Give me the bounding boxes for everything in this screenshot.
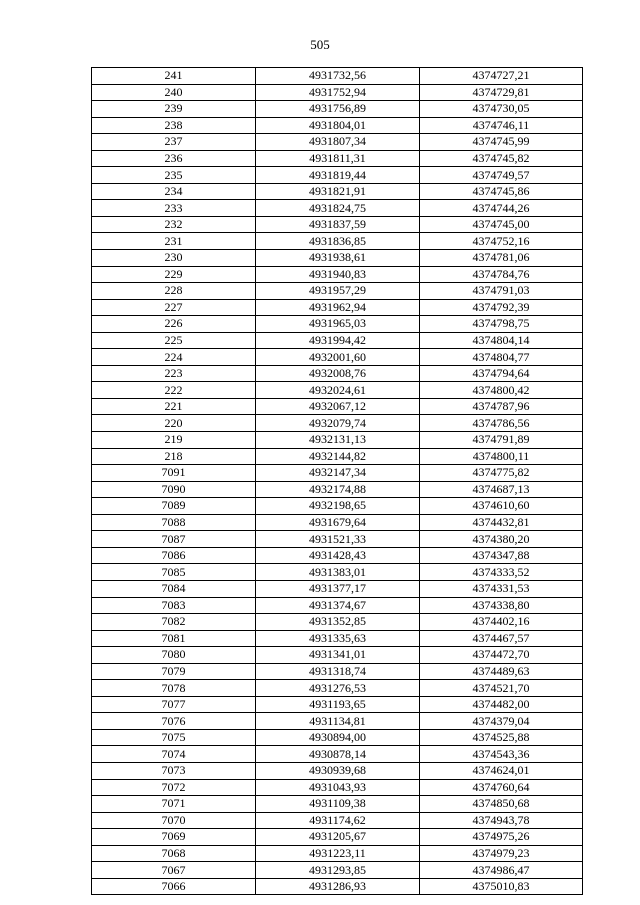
x-coordinate-cell: 4931521,33 <box>256 531 420 548</box>
y-coordinate-cell: 4374333,52 <box>420 564 583 581</box>
y-coordinate-cell: 4374794,64 <box>420 365 583 382</box>
y-coordinate-cell: 4374380,20 <box>420 531 583 548</box>
table-row <box>92 150 583 167</box>
point-number-cell: 222 <box>92 382 256 399</box>
point-number-cell: 7089 <box>92 498 256 515</box>
point-number-cell: 7073 <box>92 762 256 779</box>
y-coordinate-cell: 4374792,39 <box>420 299 583 316</box>
page-number: 505 <box>310 37 330 52</box>
y-coordinate-cell: 4374798,75 <box>420 316 583 333</box>
table-row <box>92 796 583 813</box>
y-coordinate-cell: 4374745,82 <box>420 150 583 167</box>
y-coordinate-cell: 4374791,03 <box>420 283 583 300</box>
x-coordinate-cell: 4931938,61 <box>256 250 420 267</box>
x-coordinate-cell: 4931335,63 <box>256 630 420 647</box>
x-coordinate-cell: 4931134,81 <box>256 713 420 730</box>
table-row <box>92 498 583 515</box>
y-coordinate-cell: 4374791,89 <box>420 432 583 449</box>
y-coordinate-cell: 4374745,86 <box>420 183 583 200</box>
table-row <box>92 266 583 283</box>
point-number-cell: 7070 <box>92 812 256 829</box>
y-coordinate-cell: 4374543,36 <box>420 746 583 763</box>
point-number-cell: 236 <box>92 150 256 167</box>
point-number-cell: 220 <box>92 415 256 432</box>
y-coordinate-cell: 4374979,23 <box>420 845 583 862</box>
x-coordinate-cell: 4932008,76 <box>256 365 420 382</box>
x-coordinate-cell: 4931377,17 <box>256 580 420 597</box>
y-coordinate-cell: 4374331,53 <box>420 580 583 597</box>
y-coordinate-cell: 4374752,16 <box>420 233 583 250</box>
x-coordinate-cell: 4932131,13 <box>256 432 420 449</box>
table-row <box>92 531 583 548</box>
point-number-cell: 7077 <box>92 696 256 713</box>
x-coordinate-cell: 4930894,00 <box>256 729 420 746</box>
point-number-cell: 7071 <box>92 796 256 813</box>
table-row <box>92 663 583 680</box>
table-row <box>92 117 583 134</box>
point-number-cell: 235 <box>92 167 256 184</box>
point-number-cell: 229 <box>92 266 256 283</box>
table-row <box>92 183 583 200</box>
y-coordinate-cell: 4374749,57 <box>420 167 583 184</box>
x-coordinate-cell: 4931428,43 <box>256 547 420 564</box>
point-number-cell: 7086 <box>92 547 256 564</box>
x-coordinate-cell: 4931965,03 <box>256 316 420 333</box>
point-number-cell: 219 <box>92 432 256 449</box>
point-number-cell: 7091 <box>92 465 256 482</box>
table-row <box>92 862 583 879</box>
table-row <box>92 365 583 382</box>
x-coordinate-cell: 4931821,91 <box>256 183 420 200</box>
point-number-cell: 7088 <box>92 514 256 531</box>
x-coordinate-cell: 4931109,38 <box>256 796 420 813</box>
table-row <box>92 713 583 730</box>
point-number-cell: 7080 <box>92 647 256 664</box>
point-number-cell: 7072 <box>92 779 256 796</box>
x-coordinate-cell: 4931293,85 <box>256 862 420 879</box>
y-coordinate-cell: 4374975,26 <box>420 829 583 846</box>
table-row <box>92 233 583 250</box>
y-coordinate-cell: 4374787,96 <box>420 398 583 415</box>
table-row <box>92 299 583 316</box>
table-row <box>92 647 583 664</box>
table-row <box>92 680 583 697</box>
table-row <box>92 432 583 449</box>
y-coordinate-cell: 4374784,76 <box>420 266 583 283</box>
x-coordinate-cell: 4931383,01 <box>256 564 420 581</box>
y-coordinate-cell: 4374804,14 <box>420 332 583 349</box>
x-coordinate-cell: 4931940,83 <box>256 266 420 283</box>
x-coordinate-cell: 4931374,67 <box>256 597 420 614</box>
table-row <box>92 415 583 432</box>
table-row <box>92 829 583 846</box>
x-coordinate-cell: 4931276,53 <box>256 680 420 697</box>
y-coordinate-cell: 4374986,47 <box>420 862 583 879</box>
table-row <box>92 167 583 184</box>
y-coordinate-cell: 4374781,06 <box>420 250 583 267</box>
y-coordinate-cell: 4375010,83 <box>420 878 583 895</box>
x-coordinate-cell: 4932079,74 <box>256 415 420 432</box>
table-row <box>92 448 583 465</box>
point-number-cell: 232 <box>92 216 256 233</box>
y-coordinate-cell: 4374402,16 <box>420 614 583 631</box>
x-coordinate-cell: 4931819,44 <box>256 167 420 184</box>
point-number-cell: 7067 <box>92 862 256 879</box>
point-number-cell: 7084 <box>92 580 256 597</box>
x-coordinate-cell: 4931752,94 <box>256 84 420 101</box>
table-row <box>92 746 583 763</box>
point-number-cell: 223 <box>92 365 256 382</box>
point-number-cell: 230 <box>92 250 256 267</box>
point-number-cell: 7082 <box>92 614 256 631</box>
x-coordinate-cell: 4931732,56 <box>256 68 420 85</box>
table-row <box>92 398 583 415</box>
y-coordinate-cell: 4374727,21 <box>420 68 583 85</box>
x-coordinate-cell: 4931318,74 <box>256 663 420 680</box>
point-number-cell: 238 <box>92 117 256 134</box>
x-coordinate-cell: 4931811,31 <box>256 150 420 167</box>
point-number-cell: 7076 <box>92 713 256 730</box>
table-row <box>92 845 583 862</box>
x-coordinate-cell: 4930878,14 <box>256 746 420 763</box>
table-row <box>92 614 583 631</box>
point-number-cell: 7078 <box>92 680 256 697</box>
y-coordinate-cell: 4374729,81 <box>420 84 583 101</box>
y-coordinate-cell: 4374800,42 <box>420 382 583 399</box>
point-number-cell: 218 <box>92 448 256 465</box>
table-row <box>92 134 583 151</box>
y-coordinate-cell: 4374379,04 <box>420 713 583 730</box>
y-coordinate-cell: 4374943,78 <box>420 812 583 829</box>
point-number-cell: 7074 <box>92 746 256 763</box>
y-coordinate-cell: 4374347,88 <box>420 547 583 564</box>
point-number-cell: 224 <box>92 349 256 366</box>
point-number-cell: 240 <box>92 84 256 101</box>
table-row <box>92 779 583 796</box>
x-coordinate-cell: 4931223,11 <box>256 845 420 862</box>
point-number-cell: 7081 <box>92 630 256 647</box>
table-row <box>92 514 583 531</box>
y-coordinate-cell: 4374472,70 <box>420 647 583 664</box>
y-coordinate-cell: 4374521,70 <box>420 680 583 697</box>
y-coordinate-cell: 4374800,11 <box>420 448 583 465</box>
table-row <box>92 349 583 366</box>
x-coordinate-cell: 4932067,12 <box>256 398 420 415</box>
x-coordinate-cell: 4931804,01 <box>256 117 420 134</box>
point-number-cell: 231 <box>92 233 256 250</box>
x-coordinate-cell: 4931043,93 <box>256 779 420 796</box>
x-coordinate-cell: 4931962,94 <box>256 299 420 316</box>
table-row <box>92 283 583 300</box>
y-coordinate-cell: 4374745,00 <box>420 216 583 233</box>
coordinates-table-body <box>92 68 583 895</box>
point-number-cell: 221 <box>92 398 256 415</box>
table-row <box>92 316 583 333</box>
x-coordinate-cell: 4931807,34 <box>256 134 420 151</box>
point-number-cell: 239 <box>92 101 256 118</box>
table-row <box>92 216 583 233</box>
x-coordinate-cell: 4932198,65 <box>256 498 420 515</box>
x-coordinate-cell: 4931756,89 <box>256 101 420 118</box>
x-coordinate-cell: 4931679,64 <box>256 514 420 531</box>
table-row <box>92 564 583 581</box>
point-number-cell: 7066 <box>92 878 256 895</box>
point-number-cell: 234 <box>92 183 256 200</box>
y-coordinate-cell: 4374467,57 <box>420 630 583 647</box>
x-coordinate-cell: 4930939,68 <box>256 762 420 779</box>
x-coordinate-cell: 4931957,29 <box>256 283 420 300</box>
y-coordinate-cell: 4374775,82 <box>420 465 583 482</box>
table-row <box>92 878 583 895</box>
table-row <box>92 200 583 217</box>
point-number-cell: 7083 <box>92 597 256 614</box>
y-coordinate-cell: 4374730,05 <box>420 101 583 118</box>
x-coordinate-cell: 4931205,67 <box>256 829 420 846</box>
y-coordinate-cell: 4374746,11 <box>420 117 583 134</box>
point-number-cell: 7069 <box>92 829 256 846</box>
table-row <box>92 630 583 647</box>
table-row <box>92 250 583 267</box>
y-coordinate-cell: 4374624,01 <box>420 762 583 779</box>
x-coordinate-cell: 4931352,85 <box>256 614 420 631</box>
x-coordinate-cell: 4932024,61 <box>256 382 420 399</box>
table-row <box>92 696 583 713</box>
x-coordinate-cell: 4932144,82 <box>256 448 420 465</box>
coordinates-table <box>91 67 583 895</box>
table-row <box>92 84 583 101</box>
y-coordinate-cell: 4374432,81 <box>420 514 583 531</box>
point-number-cell: 7085 <box>92 564 256 581</box>
table-row <box>92 101 583 118</box>
table-row <box>92 729 583 746</box>
y-coordinate-cell: 4374786,56 <box>420 415 583 432</box>
point-number-cell: 226 <box>92 316 256 333</box>
y-coordinate-cell: 4374489,63 <box>420 663 583 680</box>
y-coordinate-cell: 4374745,99 <box>420 134 583 151</box>
y-coordinate-cell: 4374525,88 <box>420 729 583 746</box>
x-coordinate-cell: 4931837,59 <box>256 216 420 233</box>
x-coordinate-cell: 4931341,01 <box>256 647 420 664</box>
point-number-cell: 233 <box>92 200 256 217</box>
table-row <box>92 481 583 498</box>
x-coordinate-cell: 4931836,85 <box>256 233 420 250</box>
point-number-cell: 7087 <box>92 531 256 548</box>
point-number-cell: 225 <box>92 332 256 349</box>
y-coordinate-cell: 4374610,60 <box>420 498 583 515</box>
x-coordinate-cell: 4931174,62 <box>256 812 420 829</box>
table-row <box>92 812 583 829</box>
point-number-cell: 241 <box>92 68 256 85</box>
table-row <box>92 597 583 614</box>
y-coordinate-cell: 4374804,77 <box>420 349 583 366</box>
point-number-cell: 7068 <box>92 845 256 862</box>
y-coordinate-cell: 4374338,80 <box>420 597 583 614</box>
y-coordinate-cell: 4374850,68 <box>420 796 583 813</box>
table-row <box>92 465 583 482</box>
point-number-cell: 7079 <box>92 663 256 680</box>
x-coordinate-cell: 4932001,60 <box>256 349 420 366</box>
y-coordinate-cell: 4374760,64 <box>420 779 583 796</box>
x-coordinate-cell: 4931994,42 <box>256 332 420 349</box>
point-number-cell: 7090 <box>92 481 256 498</box>
table-row <box>92 332 583 349</box>
table-row <box>92 580 583 597</box>
point-number-cell: 237 <box>92 134 256 151</box>
point-number-cell: 228 <box>92 283 256 300</box>
x-coordinate-cell: 4932147,34 <box>256 465 420 482</box>
y-coordinate-cell: 4374744,26 <box>420 200 583 217</box>
point-number-cell: 227 <box>92 299 256 316</box>
table-row <box>92 68 583 85</box>
x-coordinate-cell: 4931824,75 <box>256 200 420 217</box>
x-coordinate-cell: 4931286,93 <box>256 878 420 895</box>
y-coordinate-cell: 4374482,00 <box>420 696 583 713</box>
point-number-cell: 7075 <box>92 729 256 746</box>
table-row <box>92 382 583 399</box>
x-coordinate-cell: 4931193,65 <box>256 696 420 713</box>
table-row <box>92 762 583 779</box>
table-row <box>92 547 583 564</box>
x-coordinate-cell: 4932174,88 <box>256 481 420 498</box>
y-coordinate-cell: 4374687,13 <box>420 481 583 498</box>
